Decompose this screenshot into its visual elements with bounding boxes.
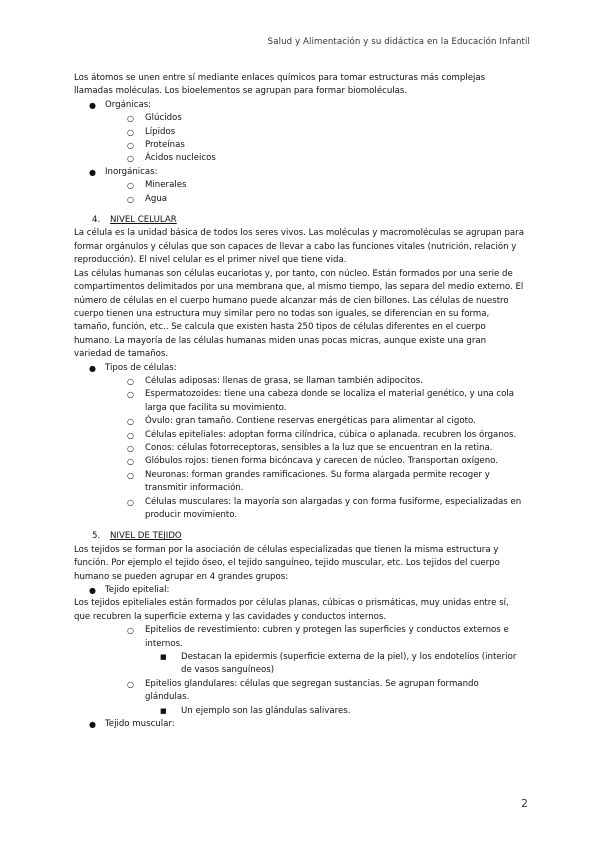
- circle-bullet-icon: ○: [127, 181, 134, 191]
- circle-bullet-icon: ○: [127, 470, 134, 480]
- list-item-label: Agua: [145, 193, 168, 204]
- circle-bullet-icon: ○: [127, 457, 134, 467]
- paragraph: Las células humanas son células eucariotas y, por tanto, con núcleo. Están formados por una serie de compartimentos delimitados por una membrana que, al mismo tiempo, las separa del medio externo. El número de células en el cuerpo humano puede alcanzar más de cien billones. Las células de nuestro cuerpo tienen una estructura muy similar pero no todas son iguales, se diferencian en su forma, tamaño, función, etc.. Se calcula que existen hasta 250 tipos de células diferentes en el cuerpo humano. La mayoría de las células humanas miden unas pocas micras, aunque existe una gran variedad de tamaños.: [74, 268, 524, 360]
- circle-bullet-icon: ○: [127, 141, 134, 151]
- circle-bullet-icon: ○: [127, 443, 134, 453]
- bullet-icon: ●: [89, 167, 96, 177]
- paragraph: La célula es la unidad básica de todos los seres vivos. Las moléculas y macromoléculas se agrupan para formar orgánulos y células que son capaces de llevar a cabo las funciones vitales (nutrición, relación y reproducción). El nivel celular es el primer nivel que tiene vida.: [74, 228, 524, 266]
- list-item: [74, 362, 524, 375]
- list-item-label: Minerales: [145, 180, 187, 191]
- section-heading: [74, 530, 524, 543]
- list-item: [74, 139, 524, 152]
- list-item-label: Un ejemplo son las glándulas salivares.: [181, 705, 351, 716]
- list-item: [74, 584, 524, 597]
- list-item: [74, 718, 524, 731]
- list-item: [74, 415, 524, 428]
- circle-bullet-icon: ○: [127, 626, 134, 636]
- list-item-label: Tejido epitelial:: [105, 585, 170, 596]
- list-item: [74, 429, 524, 442]
- paragraph: Los tejidos epiteliales están formados por células planas, cúbicas o prismáticas, muy unidas entre sí, que recubren la superficie externa y las cavidades y conductos internos.: [74, 598, 509, 622]
- list-item: [74, 179, 524, 192]
- list-item-label: Neuronas: forman grandes ramificaciones. Su forma alargada permite recoger y transmitir información.: [145, 469, 490, 494]
- list-item: [74, 126, 524, 139]
- square-bullet-icon: ■: [160, 706, 167, 715]
- section-title: NIVEL CELULAR: [110, 215, 177, 226]
- list-item: [74, 375, 524, 388]
- paragraph: Los tejidos se forman por la asociación de células especializadas que tienen la misma estructura y función. Por ejemplo el tejido óseo, el tejido sanguíneo, tejido muscular, etc. Los tejidos del cuerpo humano se pueden agrupar en 4 grandes grupos:: [74, 544, 500, 582]
- list-item-label: Orgánicas:: [105, 99, 152, 110]
- circle-bullet-icon: ○: [127, 154, 134, 164]
- section-title: NIVEL DE TEJIDO: [110, 531, 182, 542]
- list-item: [74, 651, 524, 678]
- list-item: [74, 678, 524, 705]
- circle-bullet-icon: ○: [127, 430, 134, 440]
- list-item-label: Lípidos: [145, 126, 176, 137]
- list-item: [74, 442, 524, 455]
- bullet-icon: ●: [89, 100, 96, 110]
- list-item-label: Epitelios de revestimiento: cubren y protegen las superficies y conductos externos e internos.: [145, 625, 509, 649]
- list-item-label: Glóbulos rojos: tienen forma bicóncava y carecen de núcleo. Transportan oxígeno.: [145, 456, 498, 467]
- circle-bullet-icon: ○: [127, 376, 134, 386]
- list-item: [74, 469, 524, 496]
- list-item: [74, 166, 524, 179]
- list-item-label: Óvulo: gran tamaño. Contiene reservas energéticas para alimentar al cigoto.: [145, 416, 476, 427]
- circle-bullet-icon: ○: [127, 417, 134, 427]
- circle-bullet-icon: ○: [127, 114, 134, 124]
- list-item: [74, 112, 524, 125]
- square-bullet-icon: ■: [160, 653, 167, 662]
- circle-bullet-icon: ○: [127, 194, 134, 204]
- list-item-label: Conos: células fotorreceptoras, sensibles a la luz que se encuentran en la retina.: [145, 442, 493, 453]
- list-item-label: Glúcidos: [145, 113, 182, 124]
- list-item-label: Destacan la epidermis (superficie externa de la piel), y los endotelios (interior de vasos sanguíneos): [181, 652, 517, 676]
- list-item: [74, 455, 524, 468]
- page-header: Salud y Alimentación y su didáctica en la Educación Infantil: [267, 37, 530, 47]
- document-body: [74, 72, 524, 732]
- circle-bullet-icon: ○: [127, 679, 134, 689]
- page-number: 2: [521, 797, 528, 810]
- list-item-label: Células musculares: la mayoría son alargadas y con forma fusiforme, especializadas en producir movimiento.: [145, 496, 522, 520]
- section-number: 4.: [92, 215, 101, 226]
- section-number: 5.: [92, 531, 101, 542]
- list-item: [74, 99, 524, 112]
- bullet-icon: ●: [89, 720, 96, 730]
- list-item-label: Tejido muscular:: [105, 719, 175, 730]
- list-item: [74, 388, 524, 415]
- intro-paragraph: Los átomos se unen entre sí mediante enlaces químicos para tomar estructuras más complejas llamadas moléculas. Los bioelementos se agrupan para formar biomoléculas.: [74, 73, 486, 97]
- circle-bullet-icon: ○: [127, 497, 134, 507]
- circle-bullet-icon: ○: [127, 127, 134, 137]
- list-item-label: Ácidos nucleicos: [145, 153, 216, 164]
- bullet-icon: ●: [89, 363, 96, 373]
- list-item-label: Proteínas: [145, 140, 185, 151]
- list-item: [74, 624, 524, 651]
- list-item-label: Tipos de células:: [105, 362, 177, 373]
- list-item: [74, 496, 524, 523]
- section-heading: [74, 214, 524, 227]
- list-item-label: Inorgánicas:: [105, 166, 158, 177]
- list-item: [74, 705, 524, 718]
- list-item-label: Células adiposas: llenas de grasa, se llaman también adipocitos.: [145, 375, 424, 386]
- list-item-label: Espermatozoides: tiene una cabeza donde se localiza el material genético, y una cola larga que facilita su movimiento.: [145, 389, 515, 413]
- list-item-label: Epitelios glandulares: células que segregan sustancias. Se agrupan formando glándulas.: [145, 678, 479, 703]
- list-item-label: Células epiteliales: adoptan forma cilíndrica, cúbica o aplanada. recubren los órganos.: [145, 429, 517, 440]
- list-item: [74, 193, 524, 206]
- bullet-icon: ●: [89, 586, 96, 596]
- circle-bullet-icon: ○: [127, 390, 134, 400]
- list-item: [74, 152, 524, 165]
